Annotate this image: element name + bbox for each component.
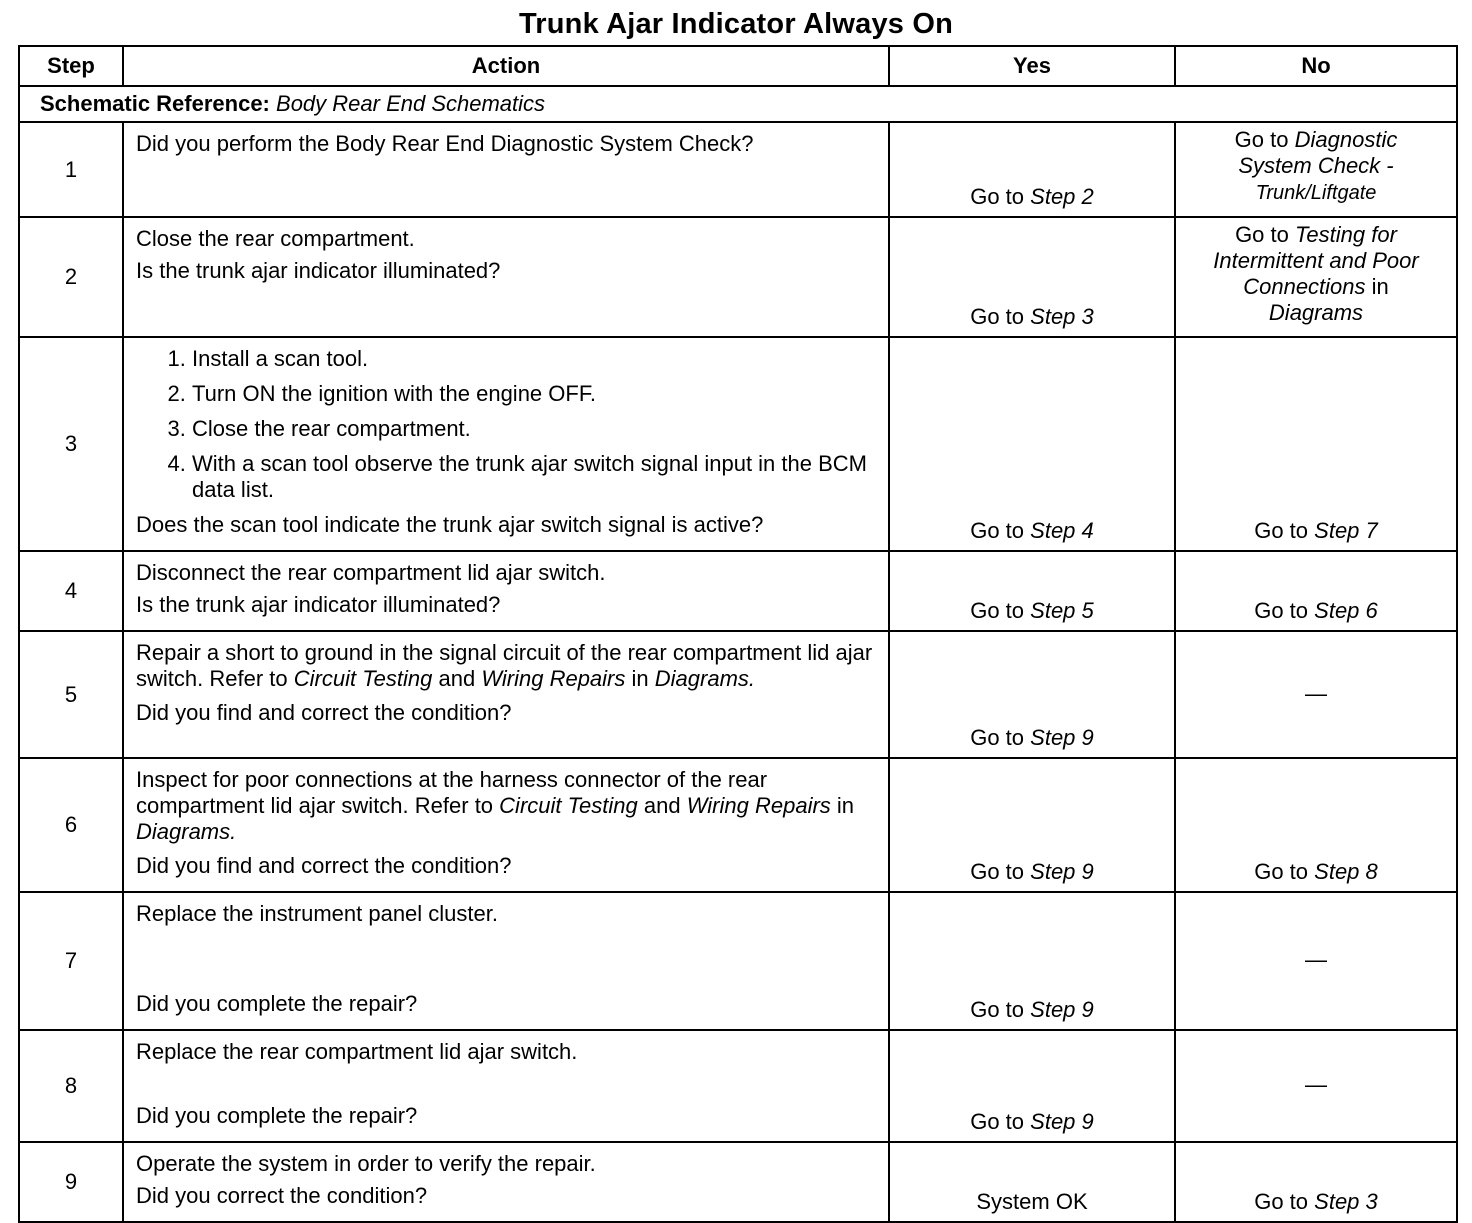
goto-text: Go to [970, 598, 1025, 623]
yes-cell[interactable] [889, 337, 1175, 551]
action-question: Did you find and correct the condition? [136, 700, 512, 725]
goto-text: Go to [970, 1109, 1025, 1134]
wiring-repairs-link[interactable]: Wiring Repairs [686, 793, 831, 818]
header-yes: Yes [889, 46, 1175, 86]
no-cell[interactable] [1175, 217, 1457, 337]
schematic-label: Schematic Reference: [40, 91, 270, 116]
step-number: 6 [19, 758, 123, 892]
yes-cell [889, 1142, 1175, 1222]
wiring-repairs-link[interactable]: Wiring Repairs [481, 666, 626, 691]
table-row [19, 892, 1457, 1030]
no-target[interactable]: Step 8 [1314, 859, 1378, 884]
action-cell [123, 122, 889, 217]
action-text: Operate the system in order to verify the repair. [136, 1151, 596, 1176]
step-number: 3 [19, 337, 123, 551]
no-target[interactable]: Testing for [1295, 222, 1397, 247]
yes-target[interactable]: Step 9 [1030, 725, 1094, 750]
action-text: Replace the instrument panel cluster. [136, 901, 498, 926]
no-target[interactable]: System Check - [1238, 153, 1394, 178]
action-list [136, 346, 878, 503]
no-cell[interactable] [1175, 122, 1457, 217]
list-item: 1. Install a scan tool. [192, 346, 878, 372]
action-question: Does the scan tool indicate the trunk ajar switch signal is active? [136, 512, 764, 537]
table-row [19, 758, 1457, 892]
no-target[interactable]: Connections [1243, 274, 1366, 299]
circuit-testing-link[interactable]: Circuit Testing [293, 666, 433, 691]
no-cell[interactable] [1175, 337, 1457, 551]
step-number: 5 [19, 631, 123, 758]
action-question: Did you complete the repair? [136, 991, 418, 1016]
goto-text: Go to [1254, 518, 1309, 543]
action-question: Is the trunk ajar indicator illuminated? [136, 592, 501, 617]
table-row [19, 1030, 1457, 1142]
no-cell[interactable] [1175, 551, 1457, 631]
step-number: 2 [19, 217, 123, 337]
action-cell [123, 1142, 889, 1222]
list-item: 3. Close the rear compartment. [192, 416, 878, 442]
diagrams-link[interactable]: Diagrams. [136, 819, 237, 844]
no-cell[interactable] [1175, 758, 1457, 892]
action-text: Inspect for poor connections at the harness connector of the rear compartment lid ajar switch. Refer to Circuit Testing and Wiring Repairs in Diagrams. [136, 767, 855, 844]
step-number: 8 [19, 1030, 123, 1142]
no-cell[interactable] [1175, 1142, 1457, 1222]
yes-target[interactable]: Step 2 [1030, 184, 1094, 209]
yes-cell[interactable] [889, 758, 1175, 892]
step-number: 7 [19, 892, 123, 1030]
diagrams-link[interactable]: Diagrams. [654, 666, 756, 691]
action-text: Close the rear compartment. [136, 226, 415, 251]
action-cell [123, 892, 889, 1030]
yes-result: System OK [976, 1189, 1088, 1214]
no-target[interactable]: Intermittent and Poor [1213, 248, 1419, 273]
action-cell [123, 551, 889, 631]
step-number: 1 [19, 122, 123, 217]
goto-text: Go to [1234, 127, 1289, 152]
no-target[interactable]: Trunk/Liftgate [1255, 182, 1377, 204]
table-row [19, 337, 1457, 551]
goto-text: Go to [1254, 859, 1309, 884]
goto-text: Go to [970, 518, 1025, 543]
no-target[interactable]: Diagrams [1268, 300, 1364, 325]
no-cell [1175, 1030, 1457, 1142]
table-row [19, 1142, 1457, 1222]
no-target[interactable]: Step 3 [1314, 1189, 1378, 1214]
goto-text: Go to [1235, 222, 1289, 247]
goto-text: Go to [1254, 598, 1309, 623]
action-question: Did you find and correct the condition? [136, 853, 512, 878]
yes-cell[interactable] [889, 892, 1175, 1030]
goto-text: Go to [1254, 1189, 1309, 1214]
no-target[interactable]: Diagnostic [1294, 127, 1398, 152]
goto-text: Go to [970, 184, 1025, 209]
yes-target[interactable]: Step 5 [1030, 598, 1094, 623]
step-number: 4 [19, 551, 123, 631]
dash-text: — [1305, 947, 1327, 972]
action-cell [123, 631, 889, 758]
yes-cell[interactable] [889, 1030, 1175, 1142]
yes-cell[interactable] [889, 122, 1175, 217]
table-row [19, 217, 1457, 337]
table-row [19, 631, 1457, 758]
goto-text: Go to [970, 304, 1025, 329]
step-number: 9 [19, 1142, 123, 1222]
action-text: Repair a short to ground in the signal circuit of the rear compartment lid ajar switch. Refer to Circuit Testing and Wiring Repairs in Diagrams. [136, 640, 873, 691]
header-action: Action [123, 46, 889, 86]
no-target[interactable]: Step 6 [1314, 598, 1378, 623]
dash-text: — [1305, 1072, 1327, 1097]
table-row [19, 551, 1457, 631]
header-step: Step [19, 46, 123, 86]
action-cell [123, 1030, 889, 1142]
page-title: Trunk Ajar Indicator Always On [518, 8, 954, 40]
yes-target[interactable]: Step 9 [1030, 859, 1094, 884]
dash-text: — [1305, 680, 1327, 706]
schematic-reference [19, 86, 1457, 122]
yes-cell[interactable] [889, 551, 1175, 631]
action-cell [123, 758, 889, 892]
table-row [19, 122, 1457, 217]
yes-target[interactable]: Step 4 [1030, 518, 1094, 543]
yes-cell[interactable] [889, 217, 1175, 337]
yes-cell[interactable] [889, 631, 1175, 758]
no-cell [1175, 631, 1457, 758]
header-row [19, 46, 1457, 86]
header-no: No [1175, 46, 1457, 86]
list-item: 4. With a scan tool observe the trunk ajar switch signal input in the BCM data list. [192, 451, 878, 503]
action-cell [123, 337, 889, 551]
yes-target[interactable]: Step 9 [1030, 1109, 1094, 1134]
list-item: 2. Turn ON the ignition with the engine OFF. [192, 381, 878, 407]
action-text: Did you perform the Body Rear End Diagnostic System Check? [136, 131, 754, 156]
yes-target[interactable]: Step 3 [1030, 304, 1094, 329]
action-question: Is the trunk ajar indicator illuminated? [136, 258, 501, 283]
goto-text: Go to [970, 725, 1025, 750]
schematic-row [19, 86, 1457, 122]
in-text: in [1371, 274, 1389, 299]
action-text: Replace the rear compartment lid ajar switch. [136, 1039, 578, 1064]
no-target[interactable]: Step 7 [1314, 518, 1378, 543]
action-question: Did you complete the repair? [136, 1103, 418, 1128]
goto-text: Go to [970, 997, 1025, 1022]
circuit-testing-link[interactable]: Circuit Testing [499, 793, 638, 818]
goto-text: Go to [970, 859, 1025, 884]
action-cell [123, 217, 889, 337]
action-question: Did you correct the condition? [136, 1183, 428, 1208]
yes-target[interactable]: Step 9 [1030, 997, 1094, 1022]
action-text: Disconnect the rear compartment lid ajar switch. [136, 560, 606, 585]
no-cell [1175, 892, 1457, 1030]
schematic-link[interactable]: Body Rear End Schematics [276, 91, 546, 116]
diagnostic-table [18, 45, 1458, 1223]
